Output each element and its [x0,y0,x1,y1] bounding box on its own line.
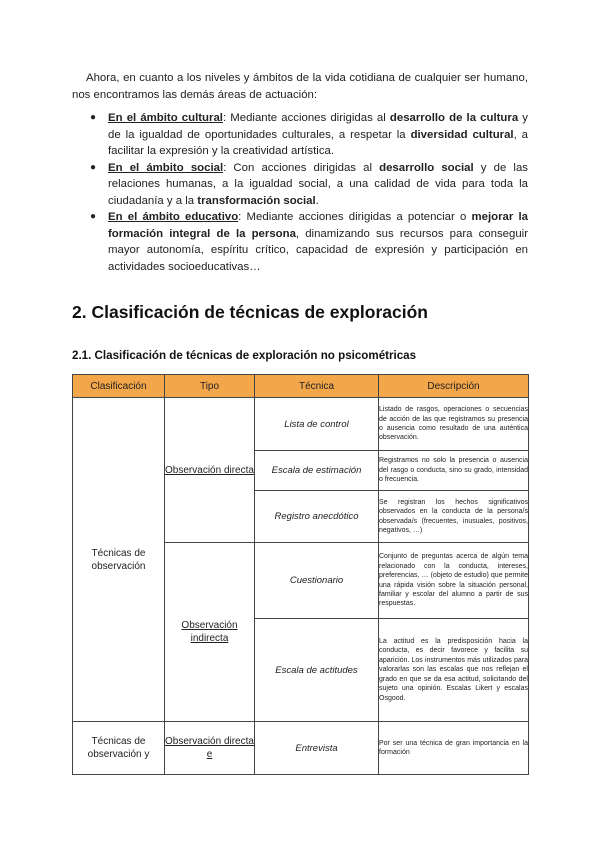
header-clasificacion: Clasificación [73,375,165,398]
technique-cell: Cuestionario [255,543,379,619]
areas-list [72,110,528,275]
description-cell: Por ser una técnica de gran importancia en la formación [379,722,529,775]
bullet-icon: ● [90,211,97,222]
classification-cell: Técnicas de observación [73,398,165,722]
area-text: : Con acciones dirigidas al [223,161,380,174]
type-cell [165,543,255,722]
technique-cell: Lista de control [255,398,379,451]
list-item [72,209,528,275]
type-label: Observación directa [165,464,254,476]
area-text: . [315,194,319,207]
area-text: , dinamizando sus recursos para conseguir mayor autonomía, espíritu crítico, capacidad de expresión y participación en actividades socioeducativas… [108,227,528,273]
list-item [72,110,528,160]
list-item [72,160,528,210]
header-tecnica: Técnica [255,375,379,398]
area-text: : Mediante acciones dirigidas a potenciar o [238,211,472,223]
area-title: En el ámbito cultural [108,112,223,124]
subsection-title: 2.1. Clasificación de técnicas de exploración no psicométricas [72,349,417,362]
technique-cell: Registro anecdótico [255,491,379,543]
description-cell: Conjunto de preguntas acerca de algún tema relacionado con la conducta, intereses, preferencias, … (objeto de estudio) que permite una rápida visión sobre la situación personal, familiar y escolar del alumno a partir de sus respuestas. [379,543,529,619]
header-tipo: Tipo [165,375,255,398]
section-title: 2. Clasificación de técnicas de exploración [72,302,428,322]
bullet-icon: ● [90,112,97,123]
table-header-row [73,375,529,398]
area-bold: desarrollo social [379,161,474,174]
description-cell: Registramos no solo la presencia o ausencia del rasgo o conducta, sino su grado, intensidad o frecuencia. [379,451,529,491]
description-cell: La actitud es la predisposición hacia la conducta, es decir favorece y facilita su aparición. Los instrumentos más utilizados para valorarlas son las escalas que nos reflejan el grado en que se da esa actitud, solicitando del sujeto una opinión. Escalas Likert y escalas Osgood. [379,619,529,722]
table-row [73,398,529,451]
area-text: , a facilitar la expresión y la creatividad artística. [108,128,529,157]
techniques-table [72,374,529,775]
area-text: : Mediante acciones dirigidas al [222,112,390,124]
area-title: En el ámbito social [108,161,224,174]
technique-cell: Entrevista [255,722,379,775]
type-cell [165,722,255,775]
area-text: y de la igualdad de oportunidades culturales, a respetar la [108,112,529,141]
type-label: Observación indirecta [181,620,238,644]
description-cell: Listado de rasgos, operaciones o secuencias de acción de las que registramos su presencia o ausencia como resultado de una auténtica observación. [379,398,529,451]
area-bold: transformación social [197,194,316,207]
area-bold: mejorar la formación integral de la persona [108,211,529,240]
area-title: En el ámbito educativo [108,211,239,223]
type-cell [165,398,255,543]
intro-paragraph: Ahora, en cuanto a los niveles y ámbitos de la vida cotidiana de cualquier ser humano, nos encontramos las demás áreas de actuación: [72,72,528,101]
header-descripcion: Descripción [379,375,529,398]
table-row [73,722,529,775]
area-bold: diversidad cultural [410,128,514,141]
technique-cell: Escala de estimación [255,451,379,491]
area-bold: desarrollo de la cultura [389,112,519,124]
technique-cell: Escala de actitudes [255,619,379,722]
description-cell: Se registran los hechos significativos observados en la conducta de la persona/s observada/s (frecuentes, inusuales, positivos, negativos, …) [379,491,529,543]
classification-cell: Técnicas de observación y [73,722,165,775]
type-label: Observación directa e [165,736,254,760]
area-text: y de las relaciones humanas, a la igualdad social, a una calidad de vida para toda la ciudadanía y a la [108,161,528,207]
bullet-icon: ● [90,161,97,173]
